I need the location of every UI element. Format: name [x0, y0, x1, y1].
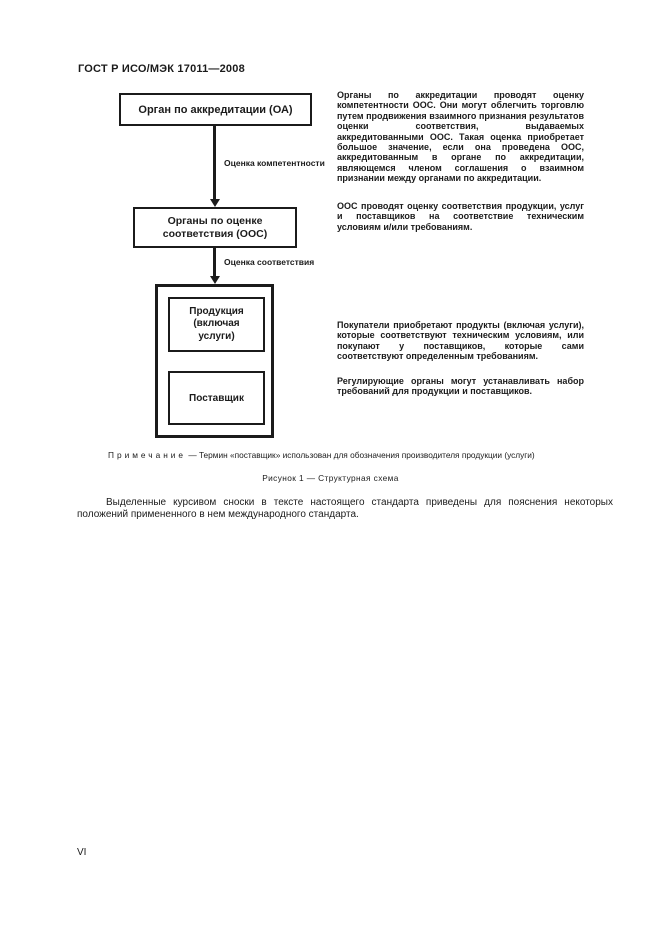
diagram-box-supplier: [168, 371, 265, 425]
side-note-accreditation: Органы по аккредитации проводят оценку компетентности ООС. Они могут облегчить торговлю путем продвижения взаимного признания результатов оценки соответствия, выдаваемых аккредитованными ООС. Такая оценка приобретает большое значение, если она проведена ООС, аккредитованным в органе по аккредитации, являющемся членом соглашения о взаимном признании между органами по аккредитации.: [337, 90, 584, 184]
diagram-box-conformity-assessment-bodies: [133, 207, 297, 248]
diagram-box-supplier-label: Поставщик: [189, 392, 244, 404]
side-note-cab: ООС проводят оценку соответствия продукции, услуг и поставщиков на соответствие техническим условиям и/или требованиям.: [337, 201, 584, 232]
arrow-label-competence-assessment: Оценка компетентности: [224, 158, 325, 168]
diagram-box-products-label: Продукция (включая услуги): [189, 305, 244, 342]
figure-note: [108, 450, 535, 460]
arrow-label-conformity-assessment: Оценка соответствия: [224, 257, 315, 267]
diagram-box-accreditation-body: [119, 93, 312, 126]
arrow-down-icon: [210, 276, 220, 284]
figure-note-label: Примечание: [108, 450, 187, 460]
figure-caption: Рисунок 1 — Структурная схема: [262, 473, 399, 483]
connector-line-oa-to-oos: [213, 126, 216, 200]
arrow-down-icon: [210, 199, 220, 207]
diagram-box-accreditation-body-label: Орган по аккредитации (ОА): [138, 103, 293, 116]
side-note-regulators: Регулирующие органы могут устанавливать набор требований для продукции и поставщиков.: [337, 376, 584, 397]
diagram-box-products: [168, 297, 265, 352]
page-number: VI: [77, 847, 87, 858]
diagram-box-conformity-assessment-bodies-label: Органы по оценке соответствия (ООС): [162, 214, 268, 240]
figure-note-text: — Термин «поставщик» использован для обозначения производителя продукции (услуги): [188, 450, 535, 460]
document-header-title: ГОСТ Р ИСО/МЭК 17011—2008: [78, 63, 245, 75]
connector-line-oos-to-market: [213, 248, 216, 277]
side-note-buyers: Покупатели приобретают продукты (включая услуги), которые соответствуют техническим условиям, или покупают у поставщиков, которые сами соответствуют определенным требованиям.: [337, 320, 584, 362]
body-paragraph: Выделенные курсивом сноски в тексте настоящего стандарта приведены для пояснения некоторых положений примененного в нем международного стандарта.: [77, 497, 613, 520]
